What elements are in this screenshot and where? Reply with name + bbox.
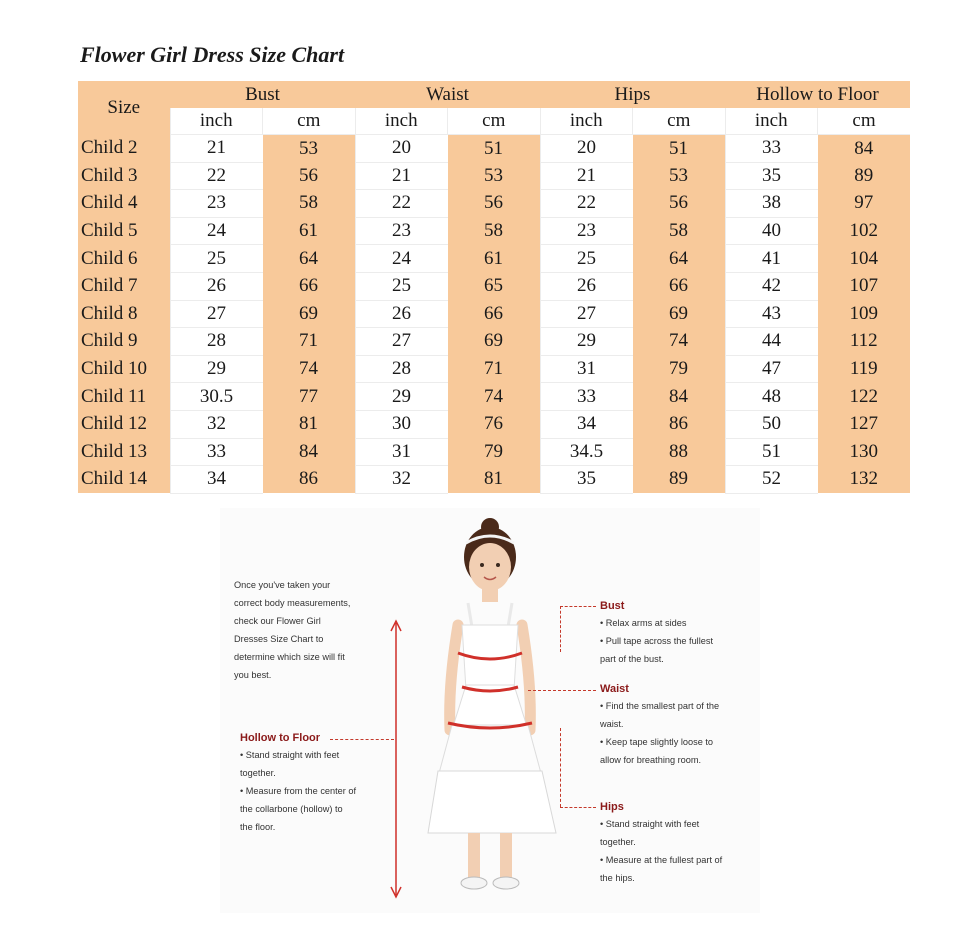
inch-value-cell: 22 — [540, 190, 633, 218]
bust-leader-line — [560, 606, 596, 607]
hips-annotation — [600, 799, 760, 887]
size-label-cell: Child 3 — [78, 162, 170, 190]
inch-value-cell: 26 — [355, 300, 448, 328]
bust-instructions: • Relax arms at sides • Pull tape across the fullest part of the bust. — [600, 618, 714, 664]
cm-value-cell: 130 — [818, 438, 911, 466]
table-body — [78, 135, 910, 494]
cm-value-cell: 71 — [448, 355, 541, 383]
cm-value-cell: 107 — [818, 272, 911, 300]
inch-value-cell: 23 — [170, 190, 263, 218]
hollow-instructions: • Stand straight with feet together. • Measure from the center of the collarbone (hollow) to the floor. — [240, 750, 357, 832]
inch-value-cell: 31 — [355, 438, 448, 466]
group-header-waist: Waist — [355, 81, 540, 108]
inch-value-cell: 27 — [540, 300, 633, 328]
cm-value-cell: 58 — [263, 190, 356, 218]
size-label-cell: Child 13 — [78, 438, 170, 466]
inch-value-cell: 23 — [540, 217, 633, 245]
cm-value-cell: 66 — [633, 272, 726, 300]
inch-value-cell: 28 — [170, 328, 263, 356]
table-row — [78, 245, 910, 273]
inch-value-cell: 43 — [725, 300, 818, 328]
cm-value-cell: 58 — [633, 217, 726, 245]
inch-value-cell: 40 — [725, 217, 818, 245]
inch-value-cell: 33 — [170, 438, 263, 466]
cm-value-cell: 64 — [263, 245, 356, 273]
cm-value-cell: 56 — [263, 162, 356, 190]
inch-value-cell: 21 — [170, 135, 263, 163]
cm-value-cell: 69 — [633, 300, 726, 328]
inch-value-cell: 23 — [355, 217, 448, 245]
cm-value-cell: 74 — [448, 383, 541, 411]
cm-value-cell: 89 — [633, 466, 726, 494]
hollow-title: Hollow to Floor — [240, 732, 321, 744]
cm-value-cell: 66 — [448, 300, 541, 328]
table-row — [78, 355, 910, 383]
size-label-cell: Child 5 — [78, 217, 170, 245]
waist-annotation — [600, 681, 760, 769]
cm-value-cell: 65 — [448, 272, 541, 300]
cm-value-cell: 76 — [448, 410, 541, 438]
inch-value-cell: 22 — [170, 162, 263, 190]
cm-value-cell: 127 — [818, 410, 911, 438]
size-label-cell: Child 11 — [78, 383, 170, 411]
table-row — [78, 328, 910, 356]
size-label-cell: Child 7 — [78, 272, 170, 300]
inch-value-cell: 27 — [355, 328, 448, 356]
inch-value-cell: 24 — [170, 217, 263, 245]
cm-value-cell: 81 — [263, 410, 356, 438]
unit-header-inch: inch — [540, 108, 633, 135]
measurement-intro-text — [234, 576, 374, 684]
cm-value-cell: 56 — [448, 190, 541, 218]
inch-value-cell: 47 — [725, 355, 818, 383]
inch-value-cell: 25 — [540, 245, 633, 273]
table-row — [78, 300, 910, 328]
size-label-cell: Child 6 — [78, 245, 170, 273]
cm-value-cell: 53 — [263, 135, 356, 163]
cm-value-cell: 84 — [818, 135, 911, 163]
cm-value-cell: 97 — [818, 190, 911, 218]
size-column-header: Size — [78, 81, 170, 135]
table-group-header — [78, 81, 910, 108]
cm-value-cell: 89 — [818, 162, 911, 190]
table-row — [78, 410, 910, 438]
cm-value-cell: 66 — [263, 272, 356, 300]
inch-value-cell: 26 — [540, 272, 633, 300]
cm-value-cell: 119 — [818, 355, 911, 383]
cm-value-cell: 122 — [818, 383, 911, 411]
inch-value-cell: 25 — [355, 272, 448, 300]
cm-value-cell: 79 — [448, 438, 541, 466]
intro-text: Once you've taken your correct body measurements, check our Flower Girl Dresses Size Chart to determine which size will fit you best. — [234, 580, 351, 680]
inch-value-cell: 20 — [540, 135, 633, 163]
inch-value-cell: 48 — [725, 383, 818, 411]
cm-value-cell: 61 — [263, 217, 356, 245]
inch-value-cell: 22 — [355, 190, 448, 218]
cm-value-cell: 58 — [448, 217, 541, 245]
girl-illustration — [380, 515, 580, 910]
size-label-cell: Child 2 — [78, 135, 170, 163]
inch-value-cell: 25 — [170, 245, 263, 273]
waist-leader-line — [528, 690, 596, 691]
cm-value-cell: 109 — [818, 300, 911, 328]
cm-value-cell: 132 — [818, 466, 911, 494]
cm-value-cell: 112 — [818, 328, 911, 356]
cm-value-cell: 84 — [633, 383, 726, 411]
cm-value-cell: 51 — [633, 135, 726, 163]
size-label-cell: Child 10 — [78, 355, 170, 383]
size-label-cell: Child 14 — [78, 466, 170, 494]
cm-value-cell: 77 — [263, 383, 356, 411]
size-label-cell: Child 4 — [78, 190, 170, 218]
inch-value-cell: 34 — [540, 410, 633, 438]
waist-title: Waist — [600, 683, 629, 695]
inch-value-cell: 44 — [725, 328, 818, 356]
inch-value-cell: 52 — [725, 466, 818, 494]
cm-value-cell: 86 — [263, 466, 356, 494]
waist-instructions: • Find the smallest part of the waist. • Keep tape slightly loose to allow for breathing room. — [600, 701, 720, 765]
cm-value-cell: 71 — [263, 328, 356, 356]
unit-header-cm: cm — [448, 108, 541, 135]
hips-title: Hips — [600, 801, 624, 813]
table-row — [78, 162, 910, 190]
table-unit-header — [78, 108, 910, 135]
cm-value-cell: 88 — [633, 438, 726, 466]
inch-value-cell: 30.5 — [170, 383, 263, 411]
cm-value-cell: 104 — [818, 245, 911, 273]
inch-value-cell: 29 — [170, 355, 263, 383]
size-label-cell: Child 8 — [78, 300, 170, 328]
inch-value-cell: 50 — [725, 410, 818, 438]
unit-header-inch: inch — [725, 108, 818, 135]
inch-value-cell: 26 — [170, 272, 263, 300]
cm-value-cell: 81 — [448, 466, 541, 494]
inch-value-cell: 27 — [170, 300, 263, 328]
bust-leader-line — [560, 606, 561, 652]
table-row — [78, 190, 910, 218]
inch-value-cell: 38 — [725, 190, 818, 218]
hips-leader-line — [560, 728, 561, 807]
unit-header-inch: inch — [355, 108, 448, 135]
inch-value-cell: 32 — [355, 466, 448, 494]
bust-title: Bust — [600, 600, 625, 612]
hips-instructions: • Stand straight with feet together. • Measure at the fullest part of the hips. — [600, 819, 723, 883]
unit-header-inch: inch — [170, 108, 263, 135]
inch-value-cell: 21 — [355, 162, 448, 190]
inch-value-cell: 21 — [540, 162, 633, 190]
cm-value-cell: 61 — [448, 245, 541, 273]
hollow-to-floor-annotation — [240, 730, 390, 836]
cm-value-cell: 79 — [633, 355, 726, 383]
cm-value-cell: 69 — [448, 328, 541, 356]
size-chart-table — [78, 81, 910, 494]
table-row — [78, 272, 910, 300]
table-row — [78, 383, 910, 411]
cm-value-cell: 69 — [263, 300, 356, 328]
inch-value-cell: 33 — [725, 135, 818, 163]
table-row — [78, 466, 910, 494]
table-row — [78, 438, 910, 466]
inch-value-cell: 34 — [170, 466, 263, 494]
inch-value-cell: 41 — [725, 245, 818, 273]
unit-header-cm: cm — [818, 108, 911, 135]
cm-value-cell: 84 — [263, 438, 356, 466]
inch-value-cell: 28 — [355, 355, 448, 383]
group-header-hollow-to-floor: Hollow to Floor — [725, 81, 910, 108]
bust-annotation — [600, 598, 760, 668]
size-label-cell: Child 9 — [78, 328, 170, 356]
cm-value-cell: 51 — [448, 135, 541, 163]
group-header-bust: Bust — [170, 81, 355, 108]
inch-value-cell: 42 — [725, 272, 818, 300]
hips-leader-line — [560, 807, 596, 808]
chart-title: Flower Girl Dress Size Chart — [80, 42, 345, 67]
inch-value-cell: 33 — [540, 383, 633, 411]
inch-value-cell: 29 — [540, 328, 633, 356]
cm-value-cell: 53 — [448, 162, 541, 190]
inch-value-cell: 31 — [540, 355, 633, 383]
cm-value-cell: 102 — [818, 217, 911, 245]
inch-value-cell: 32 — [170, 410, 263, 438]
table-row — [78, 217, 910, 245]
cm-value-cell: 74 — [633, 328, 726, 356]
cm-value-cell: 86 — [633, 410, 726, 438]
inch-value-cell: 20 — [355, 135, 448, 163]
cm-value-cell: 56 — [633, 190, 726, 218]
table-row — [78, 135, 910, 163]
inch-value-cell: 24 — [355, 245, 448, 273]
group-header-hips: Hips — [540, 81, 725, 108]
inch-value-cell: 35 — [540, 466, 633, 494]
inch-value-cell: 29 — [355, 383, 448, 411]
inch-value-cell: 30 — [355, 410, 448, 438]
cm-value-cell: 53 — [633, 162, 726, 190]
inch-value-cell: 35 — [725, 162, 818, 190]
inch-value-cell: 34.5 — [540, 438, 633, 466]
unit-header-cm: cm — [263, 108, 356, 135]
size-label-cell: Child 12 — [78, 410, 170, 438]
cm-value-cell: 74 — [263, 355, 356, 383]
cm-value-cell: 64 — [633, 245, 726, 273]
inch-value-cell: 51 — [725, 438, 818, 466]
unit-header-cm: cm — [633, 108, 726, 135]
